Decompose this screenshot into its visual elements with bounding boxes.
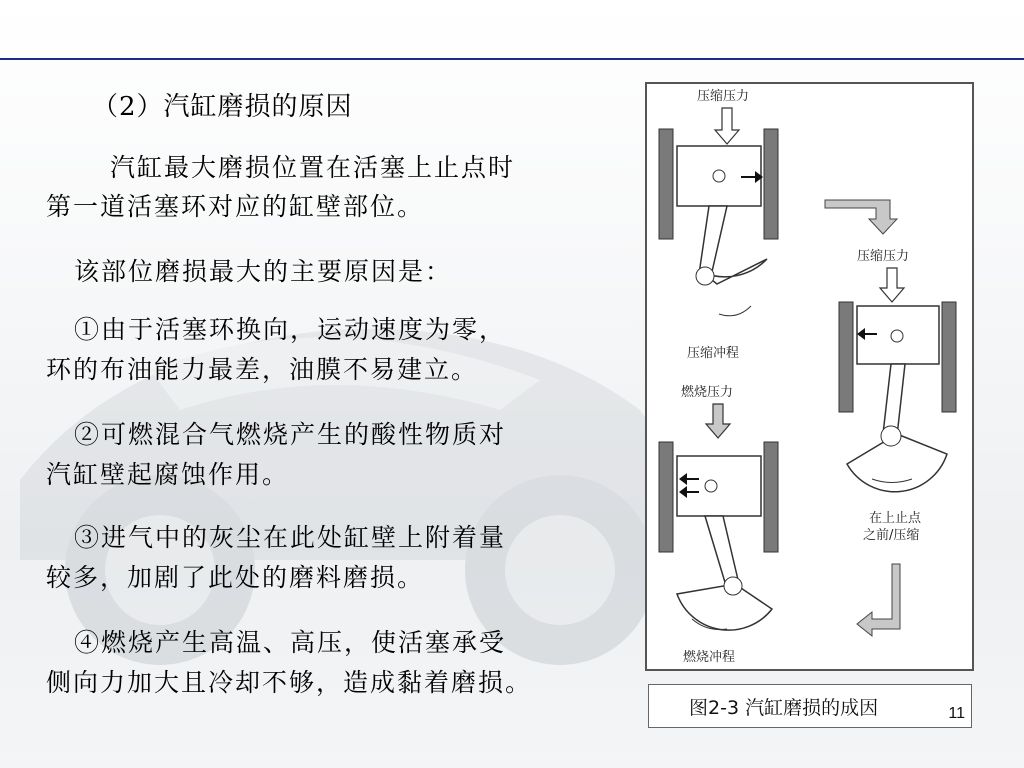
- label-compress-pressure-right: 压缩压力: [857, 249, 910, 264]
- reason-4-line-2: 侧向力加大且冷却不够，造成黏着磨损。: [46, 668, 533, 697]
- label-compress-stroke: 压缩冲程: [687, 346, 740, 361]
- flow-arrow-icon: [825, 200, 897, 234]
- figure-caption-box: [648, 684, 972, 728]
- cylinder-wall-left: [839, 302, 853, 412]
- reason-3-line-1: ③进气中的灰尘在此处缸壁上附着量: [74, 523, 507, 552]
- figure-caption: 图2-3 汽缸磨损的成因: [689, 697, 879, 719]
- paragraph-2-line-1: 该部位磨损最大的主要原因是：: [74, 257, 453, 286]
- piston: [677, 456, 761, 516]
- label-before-tdc-line1: 在上止点: [869, 511, 922, 526]
- piston-pin: [891, 330, 903, 342]
- header-rule: [0, 58, 1024, 60]
- reason-1-line-1: ①由于活塞环换向，运动速度为零，: [74, 315, 507, 344]
- figure-illustration: [647, 84, 972, 669]
- piston-pin: [705, 480, 717, 492]
- reason-2-line-2: 汽缸壁起腐蚀作用。: [46, 460, 290, 489]
- down-arrow-icon: [706, 404, 730, 438]
- paragraph-1-line-2: 第一道活塞环对应的缸壁部位。: [46, 192, 425, 221]
- reason-4-line-1: ④燃烧产生高温、高压，使活塞承受: [74, 628, 507, 657]
- connecting-rod: [699, 206, 727, 276]
- reason-2-line-1: ②可燃混合气燃烧产生的酸性物质对: [74, 420, 507, 449]
- down-arrow-icon: [715, 108, 739, 144]
- reason-3-line-2: 较多，加剧了此处的磨料磨损。: [46, 563, 425, 592]
- cylinder-wall-right: [764, 129, 778, 239]
- paragraph-1-line-1: 汽缸最大磨损位置在活塞上止点时: [110, 153, 516, 182]
- cylinder-wall-left: [659, 129, 673, 239]
- connecting-rod: [883, 364, 905, 436]
- label-before-tdc-line2: 之前/压缩: [863, 528, 920, 543]
- crank-pin: [696, 267, 714, 285]
- down-arrow-icon: [880, 268, 904, 302]
- cylinder-wall-right: [942, 302, 956, 412]
- flow-arrow-icon: [857, 564, 900, 636]
- label-combustion-stroke: 燃烧冲程: [683, 650, 736, 665]
- crank-pin: [724, 577, 742, 595]
- label-compress-pressure-top: 压缩压力: [697, 89, 750, 104]
- reason-1-line-2: 环的布油能力最差，油膜不易建立。: [46, 355, 479, 384]
- page-number: 11: [948, 705, 965, 722]
- cylinder-wall-right: [764, 442, 778, 552]
- cylinder-wall-left: [659, 442, 673, 552]
- cylinder-wear-figure: [645, 82, 974, 671]
- crank-counterweight: [677, 584, 772, 630]
- rotation-arrow-icon: [719, 306, 751, 316]
- section-heading: （2）汽缸磨损的原因: [92, 92, 353, 122]
- piston-pin: [713, 170, 725, 182]
- label-combustion-pressure: 燃烧压力: [681, 385, 734, 400]
- crank-pin: [881, 426, 901, 446]
